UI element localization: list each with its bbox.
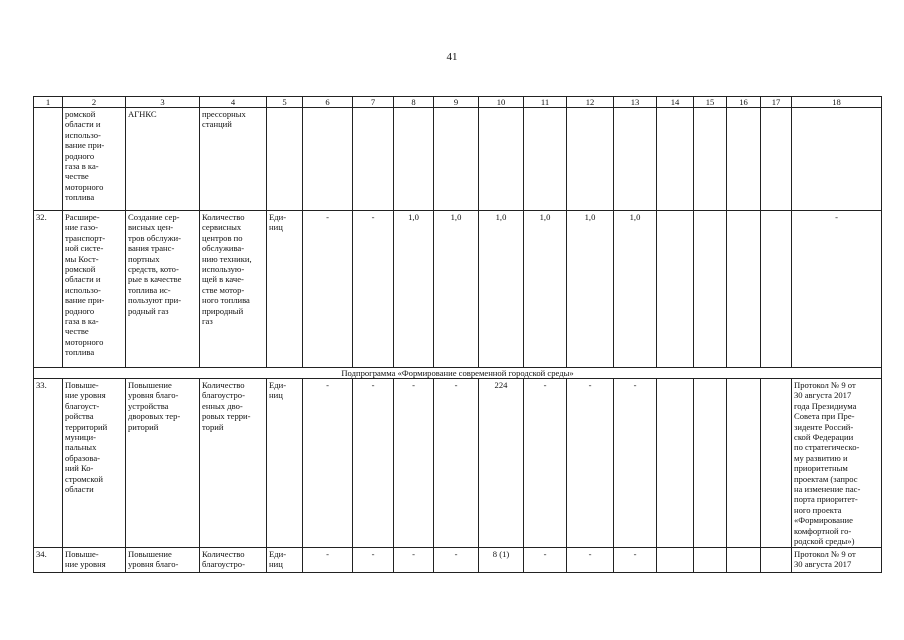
empty-cell: [727, 211, 761, 368]
subprogram-title: Подпрограмма «Формирование современной городской среды»: [34, 368, 882, 379]
value-cell: 1,0: [479, 211, 524, 368]
empty-cell: [761, 211, 792, 368]
event-name-cell: ромской области и использо- вание при- родного газа в ка- честве моторного топлива: [63, 108, 126, 211]
column-number-row: [34, 97, 882, 108]
empty-cell: [761, 547, 792, 572]
value-cell: -: [567, 547, 614, 572]
value-cell: 1,0: [567, 211, 614, 368]
value-cell: -: [434, 379, 479, 548]
empty-cell: [727, 379, 761, 548]
table-row: [34, 379, 882, 548]
column-number: 14: [657, 97, 694, 108]
value-cell: -: [353, 547, 394, 572]
empty-cell: [694, 211, 727, 368]
column-number: 7: [353, 97, 394, 108]
value-cell: -: [434, 547, 479, 572]
empty-cell: [657, 108, 694, 211]
column-number: 13: [614, 97, 657, 108]
column-number: 4: [200, 97, 267, 108]
column-number: 16: [727, 97, 761, 108]
value-cell: -: [394, 379, 434, 548]
value-cell: 224: [479, 379, 524, 548]
empty-cell: [657, 211, 694, 368]
task-cell: Повышение уровня благо- устройства дворовых тер- риторий: [126, 379, 200, 548]
value-cell: [394, 108, 434, 211]
value-cell: -: [614, 547, 657, 572]
value-cell: -: [567, 379, 614, 548]
subprogram-row: [34, 368, 882, 379]
value-cell: 8 (1): [479, 547, 524, 572]
value-cell: 1,0: [524, 211, 567, 368]
column-number: 1: [34, 97, 63, 108]
indicators-table: [33, 96, 882, 573]
task-cell: АГНКС: [126, 108, 200, 211]
value-cell: [614, 108, 657, 211]
task-cell: Создание сер- висных цен- тров обслужи- вания транс- портных средств, кото- рые в качестве топлива ис- пользуют при- родный газ: [126, 211, 200, 368]
value-cell: 1,0: [394, 211, 434, 368]
value-cell: -: [303, 379, 353, 548]
value-cell: [479, 108, 524, 211]
empty-cell: [657, 379, 694, 548]
row-number: 33.: [34, 379, 63, 548]
empty-cell: [727, 547, 761, 572]
value-cell: [353, 108, 394, 211]
column-number: 5: [267, 97, 303, 108]
value-cell: -: [303, 547, 353, 572]
empty-cell: [761, 379, 792, 548]
note-cell: Протокол № 9 от 30 августа 2017 года Президиума Совета при Пре- зиденте Россий- ской Федерации по стратегическо- му развитию и приоритетным проектам (запрос на изменение пас- порта приоритет- ного проекта «Формирование комфортной го- родской среды»): [792, 379, 882, 548]
column-number: 15: [694, 97, 727, 108]
empty-cell: [694, 547, 727, 572]
event-name-cell: Повыше- ние уровня: [63, 547, 126, 572]
row-number: [34, 108, 63, 211]
value-cell: -: [524, 547, 567, 572]
table-row: [34, 211, 882, 368]
empty-cell: [727, 108, 761, 211]
indicator-cell: прессорных станций: [200, 108, 267, 211]
column-number: 9: [434, 97, 479, 108]
empty-cell: [761, 108, 792, 211]
value-cell: -: [353, 211, 394, 368]
value-cell: -: [303, 211, 353, 368]
value-cell: [434, 108, 479, 211]
value-cell: [567, 108, 614, 211]
column-number: 10: [479, 97, 524, 108]
unit-cell: Еди- ниц: [267, 379, 303, 548]
empty-cell: [657, 547, 694, 572]
column-number: 6: [303, 97, 353, 108]
empty-cell: [694, 108, 727, 211]
value-cell: -: [524, 379, 567, 548]
column-number: 18: [792, 97, 882, 108]
event-name-cell: Повыше- ние уровня благоуст- ройства территорий муници- пальных образова- ний Ко- стромской области: [63, 379, 126, 548]
column-number: 8: [394, 97, 434, 108]
column-number: 3: [126, 97, 200, 108]
indicator-cell: Количество благоустро- енных дво- ровых терри- торий: [200, 379, 267, 548]
table-row: [34, 547, 882, 572]
value-cell: [524, 108, 567, 211]
note-cell: -: [792, 211, 882, 368]
column-number: 17: [761, 97, 792, 108]
value-cell: -: [614, 379, 657, 548]
note-cell: [792, 108, 882, 211]
note-cell: Протокол № 9 от 30 августа 2017: [792, 547, 882, 572]
value-cell: [303, 108, 353, 211]
empty-cell: [694, 379, 727, 548]
event-name-cell: Расшире- ние газо- транспорт- ной систе- мы Кост- ромской области и использо- вание при- родного газа в ка- честве моторного топлива: [63, 211, 126, 368]
value-cell: -: [394, 547, 434, 572]
unit-cell: Еди- ниц: [267, 547, 303, 572]
row-number: 32.: [34, 211, 63, 368]
page-number: 41: [446, 51, 458, 63]
task-cell: Повышение уровня благо-: [126, 547, 200, 572]
row-number: 34.: [34, 547, 63, 572]
column-number: 12: [567, 97, 614, 108]
table-row: [34, 108, 882, 211]
value-cell: 1,0: [614, 211, 657, 368]
unit-cell: [267, 108, 303, 211]
indicator-cell: Количество сервисных центров по обслужива- нию техники, использую- щей в каче- стве мотор- ного топлива природный газ: [200, 211, 267, 368]
unit-cell: Еди- ниц: [267, 211, 303, 368]
column-number: 2: [63, 97, 126, 108]
value-cell: -: [353, 379, 394, 548]
indicator-cell: Количество благоустро-: [200, 547, 267, 572]
column-number: 11: [524, 97, 567, 108]
value-cell: 1,0: [434, 211, 479, 368]
